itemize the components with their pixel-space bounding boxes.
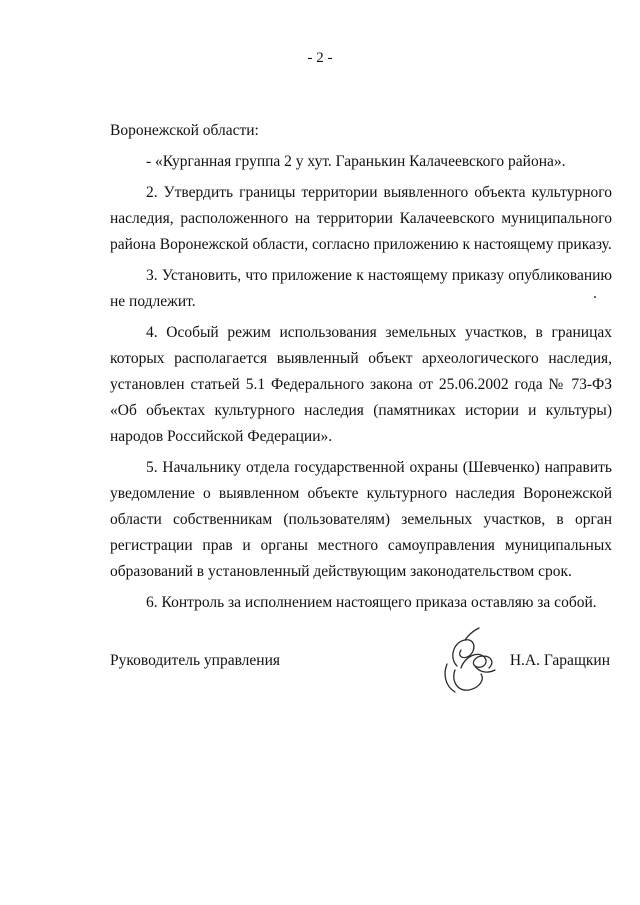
list-item: - «Курганная группа 2 у хут. Гаранькин Калачеевского района».: [146, 153, 566, 170]
handwritten-signature: [435, 626, 505, 698]
paragraph-6: 6. Контроль за исполнением настоящего приказа оставляю за собой.: [146, 594, 597, 611]
paragraph-2: 2. Утвердить границы территории выявленного объекта культурного наследия, расположенного на территории Калачеевского муниципального района Воронежской области, согласно приложению к настоящему приказу.: [110, 184, 612, 253]
page-number: - 2 -: [307, 50, 333, 66]
paragraph-5: 5. Начальнику отдела государственной охраны (Шевченко) направить уведомление о выявленном объекте культурного наследия Воронежской области собственникам (пользователям) земельных участков, в орган регистрации прав и органы местного самоуправления муниципальных образований в установленный действующим законодательством срок.: [110, 459, 612, 580]
paragraph-3: 3. Установить, что приложение к настоящему приказу опубликованию не подлежит.: [110, 267, 612, 310]
paragraph-4: 4. Особый режим использования земельных участков, в границах которых располагается выявленный объект археологического наследия, установлен статьей 5.1 Федерального закона от 25.06.2002 года № 73-ФЗ «Об объектах культурного наследия (памятниках истории и культуры) народов Российской Федерации».: [110, 324, 612, 445]
signatory-position: Руководитель управления: [110, 652, 281, 669]
document-body: [110, 118, 612, 621]
scan-speck: [594, 296, 596, 298]
signature-block: [110, 648, 610, 708]
line-continuation: Воронежской области:: [110, 122, 259, 139]
signatory-name: Н.А. Гаращкин: [509, 652, 610, 669]
